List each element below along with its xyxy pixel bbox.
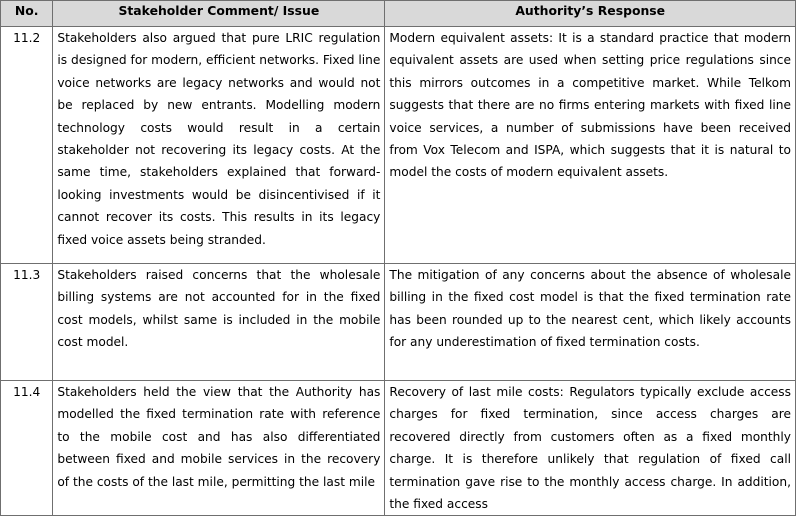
header-authority-response: Authority’s Response [385,1,796,27]
row-number: 11.4 [1,381,53,516]
header-no: No. [1,1,53,27]
stakeholder-comment-cell: Stakeholders held the view that the Authority has modelled the fixed termination rate with reference to the mobile cost and has also differentiated between fixed and mobile services in the recovery of the costs of the last mile, permitting the last mile [53,381,385,516]
authority-response-cell: The mitigation of any concerns about the absence of wholesale billing in the fixed cost model is that the fixed termination rate has been rounded up to the nearest cent, which likely accounts for any underestimation of fixed termination costs. [385,264,796,381]
stakeholder-comment-cell: Stakeholders also argued that pure LRIC regulation is designed for modern, efficient networks. Fixed line voice networks are legacy networks and would not be replaced by new entrants. Modelling modern technology costs would result in a certain stakeholder not recovering its legacy costs. At the same time, stakeholders explained that forward-looking investments would be disincentivised if it cannot recover its costs. This results in its legacy fixed voice assets being stranded. [53,27,385,264]
table-row [1,27,796,264]
stakeholder-comment-cell: Stakeholders raised concerns that the wholesale billing systems are not accounted for in the fixed cost models, whilst same is included in the mobile cost model. [53,264,385,381]
authority-response-cell: Modern equivalent assets: It is a standard practice that modern equivalent assets are used when setting price regulations since this mirrors outcomes in a competitive market. While Telkom suggests that there are no firms entering markets with fixed line voice services, a number of submissions have been received from Vox Telecom and ISPA, which suggests that it is natural to model the costs of modern equivalent assets. [385,27,796,264]
header-stakeholder-comment: Stakeholder Comment/ Issue [53,1,385,27]
row-number: 11.3 [1,264,53,381]
table-header-row [1,1,796,27]
table-row [1,381,796,516]
authority-response-cell: Recovery of last mile costs: Regulators typically exclude access charges for fixed termination, since access charges are recovered directly from customers often as a fixed monthly charge. It is therefore unlikely that regulation of fixed call termination gave rise to the monthly access charge. In addition, the fixed access [385,381,796,516]
row-number: 11.2 [1,27,53,264]
table-row [1,264,796,381]
